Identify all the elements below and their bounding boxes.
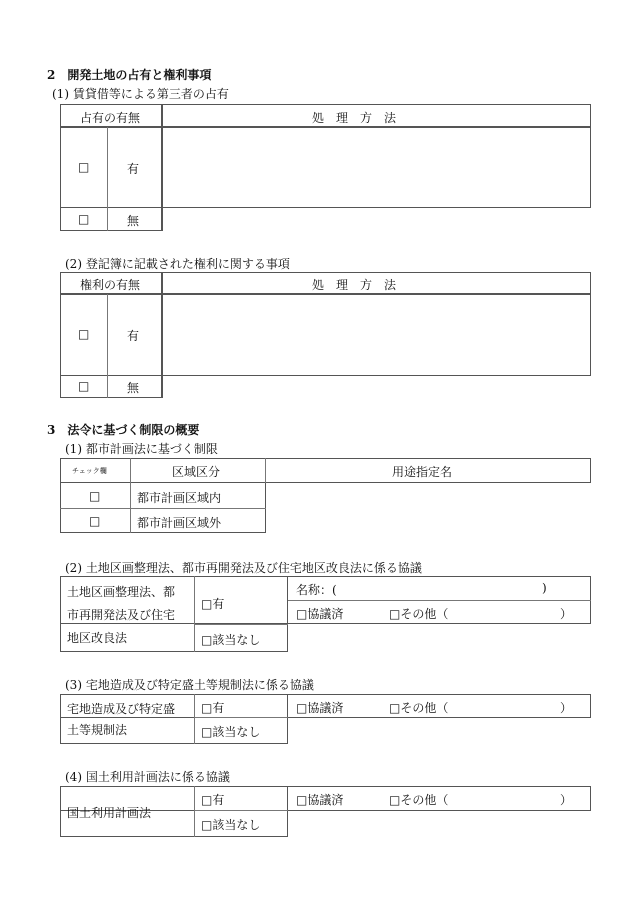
check-divider	[107, 207, 108, 231]
row-divider	[194, 624, 288, 625]
other-close: ）	[560, 701, 573, 715]
subsection-3-4-title: (4) 国土利用計画法に係る協議	[65, 770, 230, 784]
subsection-2-2-title: (2) 登記簿に記載された権利に関する事項	[65, 257, 290, 271]
subsection-3-2-title: (2) 土地区画整理法、都市再開発法及び住宅地区改良法に係る協議	[65, 561, 422, 575]
checkbox-yes[interactable]: □有	[201, 701, 225, 715]
col-divider	[265, 458, 266, 483]
subsection-3-1-title: (1) 都市計画法に基づく制限	[65, 442, 218, 456]
name-close: )	[542, 581, 547, 595]
col-area: 区域区分	[172, 465, 221, 479]
col-occupancy: 占有の有無	[80, 111, 141, 125]
law-line-1: 土地区画整理法、都	[67, 585, 176, 599]
row-divider	[288, 600, 591, 601]
check-divider	[107, 375, 108, 398]
checkbox-other[interactable]: □その他（	[389, 607, 449, 621]
row-divider	[194, 810, 288, 811]
checkbox-no[interactable]: □	[78, 379, 90, 393]
name-label: 名称：(	[296, 583, 337, 597]
label-no: 無	[127, 381, 140, 395]
law-line-3: 地区改良法	[67, 631, 128, 645]
col-divider	[194, 694, 195, 744]
checkbox-yes[interactable]: □	[78, 327, 90, 341]
col-divider	[130, 458, 131, 533]
col-method: 処 理 方 法	[312, 111, 397, 125]
law-name: 国土利用計画法	[67, 806, 152, 820]
col-method: 処 理 方 法	[312, 278, 397, 292]
subsection-3-3-title: (3) 宅地造成及び特定盛土等規制法に係る協議	[65, 678, 314, 692]
section-3-heading: 3 法令に基づく制限の概要	[47, 423, 200, 437]
other-close: ）	[560, 793, 573, 807]
law-line-2: 市再開発法及び住宅	[67, 608, 176, 622]
col-rights: 権利の有無	[80, 278, 141, 292]
checkbox-yes[interactable]: □有	[201, 597, 225, 611]
no-row-frame	[60, 375, 163, 398]
col-check: チェック欄	[72, 467, 107, 475]
col-divider	[194, 576, 195, 652]
checkbox-done[interactable]: □協議済	[296, 701, 344, 715]
row-divider	[60, 508, 266, 509]
label-inside: 都市計画区域内	[137, 491, 222, 505]
no-row-frame	[60, 207, 163, 231]
checkbox-none[interactable]: □該当なし	[201, 633, 261, 647]
header-divider	[60, 126, 591, 128]
col-use: 用途指定名	[392, 465, 453, 479]
section-2-heading: 2 開発土地の占有と権利事項	[47, 68, 212, 82]
law-line-1: 宅地造成及び特定盛	[67, 702, 176, 716]
checkbox-done[interactable]: □協議済	[296, 793, 344, 807]
checkbox-done[interactable]: □協議済	[296, 607, 344, 621]
checkbox-outside[interactable]: □	[89, 514, 101, 528]
check-divider	[107, 127, 108, 207]
check-divider	[107, 294, 108, 375]
checkbox-inside[interactable]: □	[89, 489, 101, 503]
checkbox-yes[interactable]: □有	[201, 793, 225, 807]
label-outside: 都市計画区域外	[137, 516, 222, 530]
subsection-2-1-title: (1) 賃貸借等による第三者の占有	[52, 87, 229, 101]
header-row	[60, 458, 591, 483]
col-divider	[194, 786, 195, 837]
checkbox-other[interactable]: □その他（	[389, 701, 449, 715]
label-yes: 有	[127, 329, 140, 343]
checkbox-other[interactable]: □その他（	[389, 793, 449, 807]
row-divider	[194, 717, 288, 718]
checkbox-none[interactable]: □該当なし	[201, 818, 261, 832]
checkbox-none[interactable]: □該当なし	[201, 725, 261, 739]
checkbox-no[interactable]: □	[78, 212, 90, 226]
header-divider	[60, 293, 591, 295]
law-line-2: 土等規制法	[67, 723, 128, 737]
other-close: ）	[560, 607, 573, 621]
label-no: 無	[127, 214, 140, 228]
checkbox-yes[interactable]: □	[78, 160, 90, 174]
label-yes: 有	[127, 162, 140, 176]
